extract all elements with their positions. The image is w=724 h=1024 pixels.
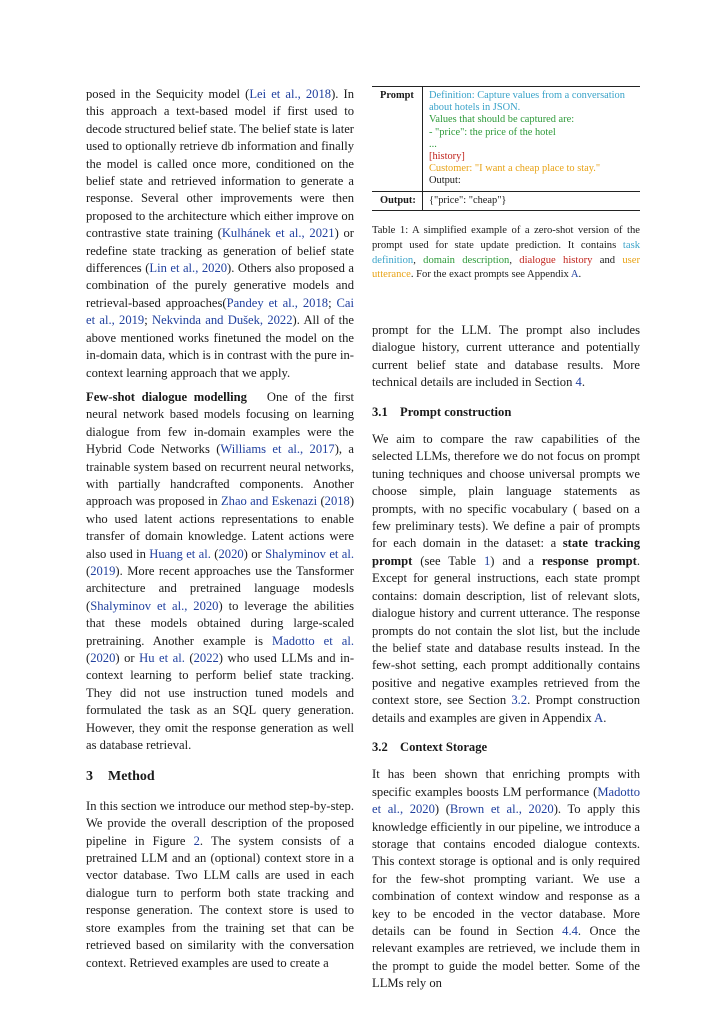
citation-link[interactable]: Lin et al., 2020 [149,261,228,276]
text-run: . Except for general instructions, each state prompt contains: domain description, list of relevant slots, dialogue history and current utterance. The response prompts do not contain the slot list, but the include the belief state and database results instead. In the few-shot setting, each prompt additionally contains positive and negative examples retrieved from the context store, see Section [372,553,641,708]
citation-link[interactable]: Zhao and Eskenazi [220,494,318,509]
highlight-task: task definition [372,239,640,266]
text-run: ). Others also proposed a combination of the purely generative models and retrieval-based approaches( [86,261,354,310]
text-run: posed in the Sequicity model ( [86,87,250,101]
citation-link[interactable]: Lei et al., 2018 [249,87,332,101]
citation-link[interactable]: 2019 [90,563,116,578]
text-run: and [592,254,623,266]
text-run: We aim to compare the raw capabilities of the selected LLMs, therefore we do not focus on prompt tuning techniques and choose universal prompts we choose simple, plain language statements as prompts, with no specific vocabulary ( based on a few preliminary tests). We define a pair of prompts for each domain in the dataset: a [372,432,640,551]
text-run: (see Table [412,553,484,568]
text-run: ( [86,651,91,665]
text-run: . The system consists of a pretrained LLM and an (optional) context store in a vector database. Two LLM calls are used in each dialogue turn to perform both state tracking and response generation. The context store is used to store examples from the training set that can be retrieved based on similarity with the conversation context. Retrieved examples are used to create a [86,833,354,970]
table-prompt-example [372,86,640,211]
table-prompt-body [422,87,640,191]
text-run: . [581,375,585,390]
highlight-user: user utterance [372,254,641,281]
text-run: ) and a [490,553,542,568]
prompt-line-history: [history] [429,151,465,163]
text-run: . [603,710,607,725]
text-run: , [413,254,424,266]
subsection-title: Prompt construction [400,404,512,419]
text-run: prompt for the LLM. The prompt also includes dialogue history, current utterance and potentially current belief state and database results. More technical details are included in Section [372,323,640,390]
bold-term: state tracking prompt [372,536,640,568]
subsection-heading-prompt-construction [372,404,640,421]
paragraph-few-shot-body [86,390,354,752]
prompt-line-task: Definition: Capture values from a conversation about hotels in JSON. [429,90,625,114]
citation-link[interactable]: Kulhánek et al., 2021 [221,226,335,241]
text-run: ) who used LLMs and in-context learning to perform belief state tracking. They did not use instruction tuned models and formulated the task as an SQL query generation. However, they omit the response generation as well as database retrieval. [86,651,355,753]
prompt-line-user: Customer: "I want a cheap place to stay." [429,163,601,175]
text-run: ) or [115,651,140,665]
citation-link[interactable]: Williams et al., 2017 [220,442,335,457]
paragraph-prompt-continuation [372,322,640,392]
text-run: ) or redefine state tracking as generation of belief state differences ( [86,226,354,276]
citation-link[interactable]: Nekvinda and Dušek, 2022 [152,313,293,328]
text-run: . Prompt construction details and examples are given in Appendix [372,693,640,725]
text-run: ) who used latent actions representations to enable transfer of domain knowledge. Latent actions were also used in [86,494,355,561]
citation-link[interactable]: Shalyminov et al., 2020 [90,598,219,613]
text-run: . Once the relevant examples are retrieved, we include them in the prompt to guide the model better. Some of the LLMs rely on [372,924,640,991]
citation-link[interactable]: 1 [483,553,491,568]
citation-link[interactable]: A [570,269,579,281]
text-run: ) or [243,546,266,561]
text-run: ). More recent approaches use the Tansformer architecture and pretrained language modesls ( [86,563,354,613]
text-run: ( [210,546,219,561]
citation-link[interactable]: 2022 [193,651,219,665]
text-run: . [578,269,582,281]
table-caption [372,224,640,283]
citation-link[interactable]: Cai et al., 2019 [86,295,354,328]
prompt-line-plain: Output: [429,175,461,187]
citation-link[interactable]: A [594,710,604,725]
highlight-domain: domain description [423,254,510,266]
table-row-output [372,192,640,210]
text-run: ) to leverage the abilities that these models obtained during large-scaled pretraining. Another example is [86,598,354,648]
citation-link[interactable]: 2020 [90,651,116,665]
section-heading-method [86,768,354,785]
text-run: Table 1: A simplified example of a zero-shot version of the prompt used for state update prediction. It contains [372,225,640,251]
citation-link[interactable]: Hu et al. [139,651,185,665]
bold-term: response prompt [541,553,637,568]
paragraph-method-intro [86,798,354,972]
citation-link[interactable]: 2 [193,833,200,848]
prompt-line-domain: Values that should be captured are: [429,114,575,126]
table-bottom-rule [372,210,640,211]
subsection-number: 3.1 [372,404,388,419]
text-run: ( [86,563,91,578]
right-column [372,322,640,993]
prompt-line-domain2: - "price": the price of the hotel [429,126,556,138]
text-run: In this section we introduce our method step-by-step. We provide the overall description of the proposed pipeline in Figure [86,798,354,848]
citation-link[interactable]: Madotto et al. [272,633,354,648]
table-output-value: {"price": "cheap"} [422,192,640,210]
text-run: ( [184,651,194,665]
citation-link[interactable]: Brown et al., 2020 [449,802,554,817]
subsection-heading-context-storage [372,739,640,756]
citation-link[interactable]: Huang et al. [149,546,211,561]
text-run: . For the exact prompts see Appendix [410,269,571,281]
text-run: ). All of the above mentioned works finetuned the model on the in-domain data, which is in contrast with the pure in-context learning approach that we apply. [86,313,354,380]
text-run: ) ( [434,802,450,817]
text-run: ), a trainable system based on recurrent neural networks, with partially handcrafted components. Another approach was proposed in [86,442,354,509]
text-run: ; [144,313,153,328]
text-run: ( [317,494,325,509]
table-row-prompt [372,87,640,191]
text-run: ). In this approach a text-based model if first used to decode structured belief state. The belief state is later used to optionally retrieve db information and finally the model is called once more, conditioned on the belief state and retrieved information to generate a response. Several other improvements were then proposed to the architecture which either improve on contrastive state training ( [86,87,354,241]
paragraph-prompt-construction [372,431,640,727]
citation-link[interactable]: Shalyminov et al. [265,546,355,561]
text-run: One of the first neural network based models focusing on learning dialogue from few in-domain examples were the Hybrid Code Networks ( [86,389,354,457]
text-run: ). To apply this knowledge efficiently in our pipeline, we introduce a storage that contains encoded dialogue contexts. This context storage is optional and is only required for the few-shot prompting variant. We use a combination of context window and response as a key to be encoded in the vector database. More details can be found in Section [372,802,640,938]
text-run: ; [328,295,337,310]
text-run: , [509,254,520,266]
citation-link[interactable]: Madotto et al., 2020 [372,784,640,817]
paragraph-few-shot [86,389,354,755]
section-title: Method [108,769,155,785]
paragraph-sequicity [86,86,354,382]
text-run: It has been shown that enriching prompts with specific examples boosts LM performance ( [372,767,640,799]
table-label-prompt: Prompt [380,90,414,101]
subsection-number: 3.2 [372,739,388,754]
table-label-output: Output: [380,194,416,206]
citation-link[interactable]: 4 [575,375,582,390]
citation-link[interactable]: 4.4 [562,924,578,938]
run-in-heading-few-shot: Few-shot dialogue modelling [86,389,247,404]
prompt-line-domain2: ... [429,138,437,150]
subsection-title: Context Storage [400,739,488,754]
citation-link[interactable]: 3.2 [511,693,528,708]
citation-link[interactable]: 2018 [324,494,350,509]
citation-link[interactable]: Pandey et al., 2018 [226,295,329,310]
section-number: 3 [86,769,93,785]
highlight-history: dialogue history [519,254,593,266]
left-column [86,86,354,972]
citation-link[interactable]: 2020 [218,546,244,561]
paragraph-context-storage [372,766,640,992]
